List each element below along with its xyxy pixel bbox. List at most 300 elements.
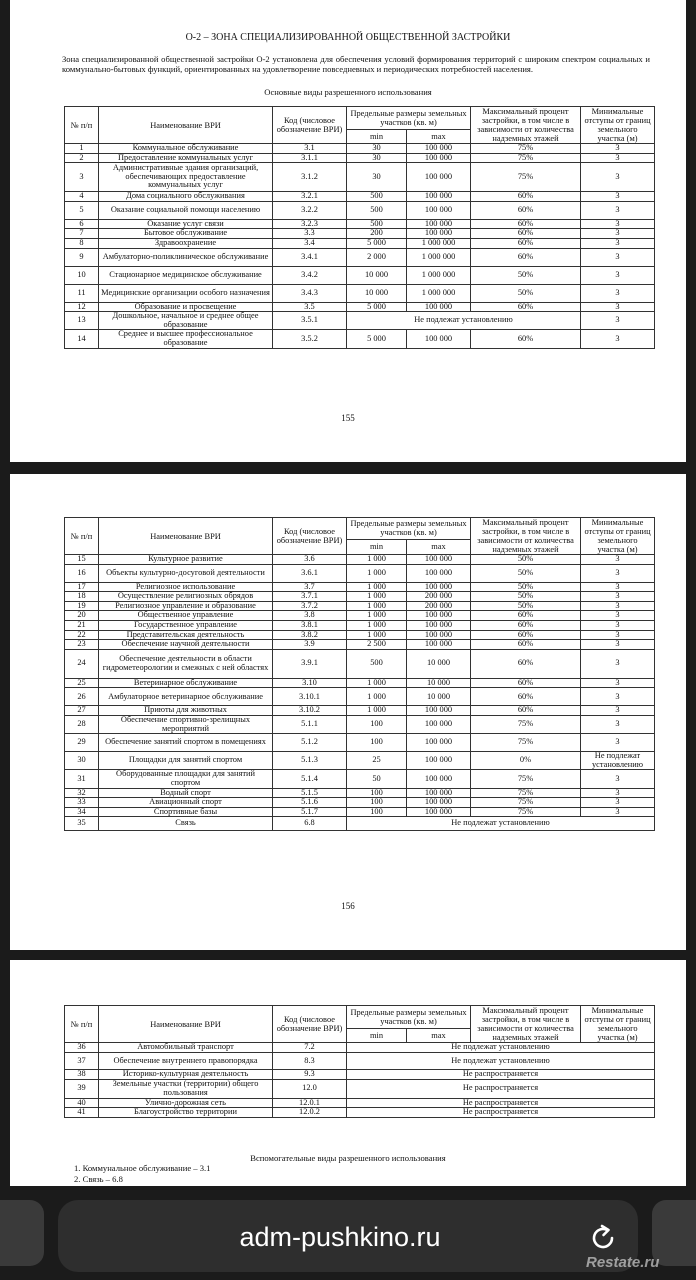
table-row [65, 248, 655, 266]
row-setback: 3 [581, 592, 655, 602]
row-min: 1 000 [347, 688, 407, 706]
table-row [65, 1070, 655, 1080]
row-code: 3.4.2 [273, 266, 347, 284]
row-name: Стационарное медицинское обслуживание [99, 266, 273, 284]
table-row [65, 1053, 655, 1070]
row-min: 100 [347, 788, 407, 798]
header-min: min [347, 1028, 407, 1042]
row-percent: 60% [471, 688, 581, 706]
row-min: 500 [347, 219, 407, 229]
row-setback: 3 [581, 630, 655, 640]
row-min: 2 000 [347, 248, 407, 266]
table-row [65, 564, 655, 582]
row-max: 100 000 [407, 163, 471, 192]
table-row [65, 620, 655, 630]
row-name: Автомобильный транспорт [99, 1043, 273, 1053]
row-name: Образование и просвещение [99, 302, 273, 312]
vri-table [64, 1005, 655, 1118]
row-num: 26 [65, 688, 99, 706]
page-number: 155 [341, 413, 355, 423]
row-min: 100 [347, 807, 407, 817]
aux-types-heading: Вспомогательные виды разрешенного использования [250, 1153, 446, 1163]
row-name: Связь [99, 817, 273, 831]
row-percent: 75% [471, 163, 581, 192]
header-code: Код (числовое обозначение ВРИ) [273, 1006, 347, 1043]
row-min: 30 [347, 153, 407, 163]
row-max: 100 000 [407, 153, 471, 163]
table-row [65, 219, 655, 229]
row-percent: 60% [471, 706, 581, 716]
table-row [65, 770, 655, 788]
row-min: 500 [347, 649, 407, 678]
row-min: 5 000 [347, 238, 407, 248]
row-code: 5.1.2 [273, 734, 347, 752]
row-min: 1 000 [347, 630, 407, 640]
row-code: 8.3 [273, 1053, 347, 1070]
row-max: 100 000 [407, 788, 471, 798]
row-code: 3.5.2 [273, 330, 347, 348]
row-code: 3.9.1 [273, 649, 347, 678]
row-name: Амбулаторно-поликлиническое обслуживание [99, 248, 273, 266]
header-setback: Минимальные отступы от границ земельного участка (м) [581, 1006, 655, 1043]
row-name: Оборудованные площадки для занятий спортом [99, 770, 273, 788]
row-num: 29 [65, 734, 99, 752]
table-header-row [65, 1006, 655, 1029]
table-row [65, 266, 655, 284]
row-name: Оказание социальной помощи населению [99, 201, 273, 219]
row-num: 14 [65, 330, 99, 348]
row-max: 200 000 [407, 601, 471, 611]
row-code: 3.10.2 [273, 706, 347, 716]
row-setback: 3 [581, 153, 655, 163]
row-setback: 3 [581, 163, 655, 192]
row-code: 3.4.1 [273, 248, 347, 266]
row-name: Обеспечение внутреннего правопорядка [99, 1053, 273, 1070]
table-row [65, 302, 655, 312]
row-min: 30 [347, 163, 407, 192]
row-num: 10 [65, 266, 99, 284]
row-max: 100 000 [407, 302, 471, 312]
row-max: 100 000 [407, 706, 471, 716]
row-setback: 3 [581, 144, 655, 154]
row-code: 3.9 [273, 640, 347, 650]
row-code: 3.8.2 [273, 630, 347, 640]
row-max: 100 000 [407, 192, 471, 202]
row-num: 16 [65, 564, 99, 582]
row-name: Благоустройство территории [99, 1108, 273, 1118]
row-num: 31 [65, 770, 99, 788]
header-name: Наименование ВРИ [99, 1006, 273, 1043]
vri-table [64, 106, 655, 349]
row-num: 22 [65, 630, 99, 640]
row-num: 37 [65, 1053, 99, 1070]
row-code: 9.3 [273, 1070, 347, 1080]
row-max: 10 000 [407, 678, 471, 688]
row-name: Ветеринарное обслуживание [99, 678, 273, 688]
header-size: Предельные размеры земельных участков (кв. м) [347, 1006, 471, 1029]
row-setback: 3 [581, 564, 655, 582]
row-setback: 3 [581, 330, 655, 348]
row-name: Государственное управление [99, 620, 273, 630]
header-min: min [347, 129, 407, 143]
row-max: 100 000 [407, 219, 471, 229]
row-max: 100 000 [407, 620, 471, 630]
row-min: 5 000 [347, 302, 407, 312]
table-row [65, 284, 655, 302]
row-min: 30 [347, 144, 407, 154]
row-max: 1 000 000 [407, 284, 471, 302]
row-code: 12.0 [273, 1079, 347, 1098]
document-page-3 [10, 960, 686, 1186]
row-percent: 50% [471, 601, 581, 611]
row-name: Коммунальное обслуживание [99, 144, 273, 154]
row-num: 1 [65, 144, 99, 154]
row-percent: 75% [471, 798, 581, 808]
table-row [65, 1098, 655, 1108]
header-num: № п/п [65, 1006, 99, 1043]
header-size: Предельные размеры земельных участков (кв. м) [347, 107, 471, 130]
row-min: 100 [347, 734, 407, 752]
row-name: Предоставление коммунальных услуг [99, 153, 273, 163]
table-row [65, 817, 655, 831]
row-code: 3.3 [273, 229, 347, 239]
row-name: Общественное управление [99, 611, 273, 621]
row-num: 17 [65, 582, 99, 592]
row-setback: 3 [581, 620, 655, 630]
row-code: 3.7.2 [273, 601, 347, 611]
row-name: Бытовое обслуживание [99, 229, 273, 239]
row-num: 9 [65, 248, 99, 266]
row-min: 100 [347, 715, 407, 733]
row-name: Осуществление религиозных обрядов [99, 592, 273, 602]
table-row [65, 238, 655, 248]
row-name: Культурное развитие [99, 555, 273, 565]
row-num: 21 [65, 620, 99, 630]
row-percent: 75% [471, 715, 581, 733]
row-code: 3.6.1 [273, 564, 347, 582]
row-name: Авиационный спорт [99, 798, 273, 808]
row-percent: 75% [471, 807, 581, 817]
row-setback: 3 [581, 601, 655, 611]
row-code: 12.0.1 [273, 1098, 347, 1108]
table-row [65, 192, 655, 202]
row-num: 23 [65, 640, 99, 650]
table-row [65, 630, 655, 640]
row-min: 1 000 [347, 706, 407, 716]
row-num: 35 [65, 817, 99, 831]
row-setback: 3 [581, 715, 655, 733]
header-max: max [407, 1028, 471, 1042]
row-num: 36 [65, 1043, 99, 1053]
row-name: Объекты культурно-досуговой деятельности [99, 564, 273, 582]
table-header-row [65, 518, 655, 540]
row-percent: 50% [471, 266, 581, 284]
row-max: 100 000 [407, 640, 471, 650]
table-row [65, 582, 655, 592]
table-row [65, 601, 655, 611]
header-percent: Максимальный процент застройки, в том числе в зависимости от количества надземных этажей [471, 1006, 581, 1043]
row-name: Историко-культурная деятельность [99, 1070, 273, 1080]
row-setback: 3 [581, 229, 655, 239]
row-name: Среднее и высшее профессиональное образование [99, 330, 273, 348]
row-name: Представительская деятельность [99, 630, 273, 640]
watermark: Restate.ru [586, 1254, 660, 1271]
row-percent: 50% [471, 284, 581, 302]
row-code: 3.2.1 [273, 192, 347, 202]
row-min: 500 [347, 192, 407, 202]
table-row [65, 1079, 655, 1098]
row-num: 20 [65, 611, 99, 621]
row-code: 3.10.1 [273, 688, 347, 706]
row-code: 5.1.7 [273, 807, 347, 817]
aux-item: 2. Связь – 6.8 [74, 1173, 123, 1184]
row-percent: 60% [471, 219, 581, 229]
header-percent: Максимальный процент застройки, в том числе в зависимости от количества надземных этажей [471, 518, 581, 555]
row-max: 100 000 [407, 555, 471, 565]
row-num: 24 [65, 649, 99, 678]
row-min: 10 000 [347, 266, 407, 284]
row-name: Приюты для животных [99, 706, 273, 716]
row-not-applicable: Не распространяется [347, 1079, 655, 1098]
header-max: max [407, 129, 471, 143]
row-code: 3.4 [273, 238, 347, 248]
row-percent: 60% [471, 640, 581, 650]
row-percent: 60% [471, 630, 581, 640]
row-num: 12 [65, 302, 99, 312]
row-setback: Не подлежат установлению [581, 752, 655, 770]
table-row [65, 706, 655, 716]
aux-item: 1. Коммунальное обслуживание – 3.1 [74, 1163, 211, 1173]
row-percent: 60% [471, 678, 581, 688]
table-row [65, 229, 655, 239]
row-setback: 3 [581, 201, 655, 219]
row-code: 3.1 [273, 144, 347, 154]
row-setback: 3 [581, 640, 655, 650]
row-percent: 0% [471, 752, 581, 770]
row-code: 3.6 [273, 555, 347, 565]
row-percent: 75% [471, 770, 581, 788]
row-percent: 75% [471, 144, 581, 154]
table-row [65, 330, 655, 348]
row-code: 3.7.1 [273, 592, 347, 602]
row-name: Спортивные базы [99, 807, 273, 817]
row-num: 33 [65, 798, 99, 808]
row-max: 100 000 [407, 201, 471, 219]
row-percent: 50% [471, 582, 581, 592]
table-row [65, 640, 655, 650]
row-not-applicable: Не распространяется [347, 1108, 655, 1118]
row-num: 38 [65, 1070, 99, 1080]
row-num: 34 [65, 807, 99, 817]
row-code: 3.7 [273, 582, 347, 592]
table-row [65, 555, 655, 565]
table-row [65, 807, 655, 817]
row-num: 5 [65, 201, 99, 219]
row-percent: 50% [471, 564, 581, 582]
row-not-applicable: Не распространяется [347, 1070, 655, 1080]
row-min: 1 000 [347, 582, 407, 592]
row-min: 200 [347, 229, 407, 239]
table-row [65, 715, 655, 733]
header-size: Предельные размеры земельных участков (кв. м) [347, 518, 471, 540]
row-num: 2 [65, 153, 99, 163]
row-code: 5.1.5 [273, 788, 347, 798]
table-row [65, 734, 655, 752]
table-row [65, 798, 655, 808]
row-setback: 3 [581, 284, 655, 302]
row-not-applicable: Не распространяется [347, 1098, 655, 1108]
row-name: Обеспечение деятельности в области гидрометеорологии и смежных с ней областях [99, 649, 273, 678]
row-max: 100 000 [407, 807, 471, 817]
row-percent: 60% [471, 201, 581, 219]
row-percent: 60% [471, 238, 581, 248]
row-max: 1 000 000 [407, 266, 471, 284]
table-row [65, 688, 655, 706]
row-percent: 60% [471, 229, 581, 239]
row-setback: 3 [581, 688, 655, 706]
row-max: 100 000 [407, 564, 471, 582]
header-setback: Минимальные отступы от границ земельного участка (м) [581, 518, 655, 555]
row-min: 1 000 [347, 601, 407, 611]
header-percent: Максимальный процент застройки, в том числе в зависимости от количества надземных этажей [471, 107, 581, 144]
table-row [65, 201, 655, 219]
row-setback: 3 [581, 798, 655, 808]
table-row [65, 312, 655, 330]
table-row [65, 678, 655, 688]
aux-types-list [74, 1163, 210, 1184]
document-page-2 [10, 474, 686, 950]
zone-title: О-2 – ЗОНА СПЕЦИАЛИЗИРОВАННОЙ ОБЩЕСТВЕННОЙ ЗАСТРОЙКИ [185, 32, 511, 43]
table-row [65, 1108, 655, 1118]
table-row [65, 611, 655, 621]
row-name: Административные здания организаций, обеспечивающих предоставление коммунальных услуг [99, 163, 273, 192]
row-not-applicable: Не подлежат установлению [347, 1053, 655, 1070]
row-name: Амбулаторное ветеринарное обслуживание [99, 688, 273, 706]
row-setback: 3 [581, 706, 655, 716]
row-num: 3 [65, 163, 99, 192]
row-code: 7.2 [273, 1043, 347, 1053]
row-min: 1 000 [347, 620, 407, 630]
row-num: 25 [65, 678, 99, 688]
row-min: 50 [347, 770, 407, 788]
row-name: Медицинские организации особого назначения [99, 284, 273, 302]
header-code: Код (числовое обозначение ВРИ) [273, 518, 347, 555]
header-name: Наименование ВРИ [99, 107, 273, 144]
row-percent: 60% [471, 192, 581, 202]
header-min: min [347, 539, 407, 554]
address-bar-url[interactable]: adm-pushkino.ru [239, 1222, 441, 1252]
row-code: 3.8 [273, 611, 347, 621]
row-setback: 3 [581, 678, 655, 688]
row-min: 1 000 [347, 592, 407, 602]
row-setback: 3 [581, 555, 655, 565]
row-max: 100 000 [407, 229, 471, 239]
row-percent: 60% [471, 302, 581, 312]
row-min: 500 [347, 201, 407, 219]
row-setback: 3 [581, 312, 655, 330]
row-setback: 3 [581, 788, 655, 798]
row-not-applicable: Не подлежат установлению [347, 817, 655, 831]
table-row [65, 153, 655, 163]
row-name: Религиозное управление и образование [99, 601, 273, 611]
row-setback: 3 [581, 734, 655, 752]
previous-tab-preview[interactable] [0, 1200, 44, 1266]
table-row [65, 144, 655, 154]
row-num: 4 [65, 192, 99, 202]
row-max: 100 000 [407, 330, 471, 348]
row-num: 18 [65, 592, 99, 602]
row-code: 6.8 [273, 817, 347, 831]
row-percent: 60% [471, 649, 581, 678]
row-name: Земельные участки (территории) общего пользования [99, 1079, 273, 1098]
row-code: 3.2.2 [273, 201, 347, 219]
row-max: 100 000 [407, 144, 471, 154]
row-percent: 60% [471, 611, 581, 621]
row-name: Водный спорт [99, 788, 273, 798]
row-code: 12.0.2 [273, 1108, 347, 1118]
row-num: 30 [65, 752, 99, 770]
row-setback: 3 [581, 238, 655, 248]
row-percent: 60% [471, 330, 581, 348]
row-code: 3.8.1 [273, 620, 347, 630]
row-name: Обеспечение спортивно-зрелищных мероприятий [99, 715, 273, 733]
row-percent: 60% [471, 248, 581, 266]
page-number: 156 [341, 901, 355, 911]
reload-icon[interactable] [586, 1221, 620, 1255]
row-percent: 50% [471, 592, 581, 602]
row-name: Обеспечение научной деятельности [99, 640, 273, 650]
zone-intro: Зона специализированной общественной застройки О-2 установлена для обеспечения условий формирования территорий с широким спектром социальных и коммунально-бытовых функций, ориентированных на удовлетворение повседневных и периодических потребностей населения. [62, 54, 650, 74]
row-max: 10 000 [407, 649, 471, 678]
row-name: Площадки для занятий спортом [99, 752, 273, 770]
row-num: 41 [65, 1108, 99, 1118]
row-setback: 3 [581, 770, 655, 788]
row-max: 100 000 [407, 770, 471, 788]
header-setback: Минимальные отступы от границ земельного участка (м) [581, 107, 655, 144]
row-min: 10 000 [347, 284, 407, 302]
row-setback: 3 [581, 302, 655, 312]
row-max: 100 000 [407, 734, 471, 752]
row-max: 100 000 [407, 715, 471, 733]
row-code: 3.2.3 [273, 219, 347, 229]
row-percent: 75% [471, 153, 581, 163]
row-setback: 3 [581, 248, 655, 266]
row-max: 200 000 [407, 592, 471, 602]
row-name: Религиозное использование [99, 582, 273, 592]
row-code: 3.10 [273, 678, 347, 688]
row-code: 3.1.1 [273, 153, 347, 163]
row-num: 32 [65, 788, 99, 798]
header-code: Код (числовое обозначение ВРИ) [273, 107, 347, 144]
table-row [65, 592, 655, 602]
row-max: 1 000 000 [407, 248, 471, 266]
row-not-applicable: Не подлежат установлению [347, 312, 581, 330]
row-code: 5.1.3 [273, 752, 347, 770]
vri-table [64, 517, 655, 831]
header-num: № п/п [65, 107, 99, 144]
row-max: 100 000 [407, 752, 471, 770]
row-num: 40 [65, 1098, 99, 1108]
row-min: 1 000 [347, 564, 407, 582]
row-setback: 3 [581, 192, 655, 202]
row-not-applicable: Не подлежат установлению [347, 1043, 655, 1053]
row-max: 10 000 [407, 688, 471, 706]
table-row [65, 1043, 655, 1053]
row-setback: 3 [581, 807, 655, 817]
main-types-heading: Основные виды разрешенного использования [264, 87, 432, 97]
row-code: 3.5.1 [273, 312, 347, 330]
row-name: Оказание услуг связи [99, 219, 273, 229]
